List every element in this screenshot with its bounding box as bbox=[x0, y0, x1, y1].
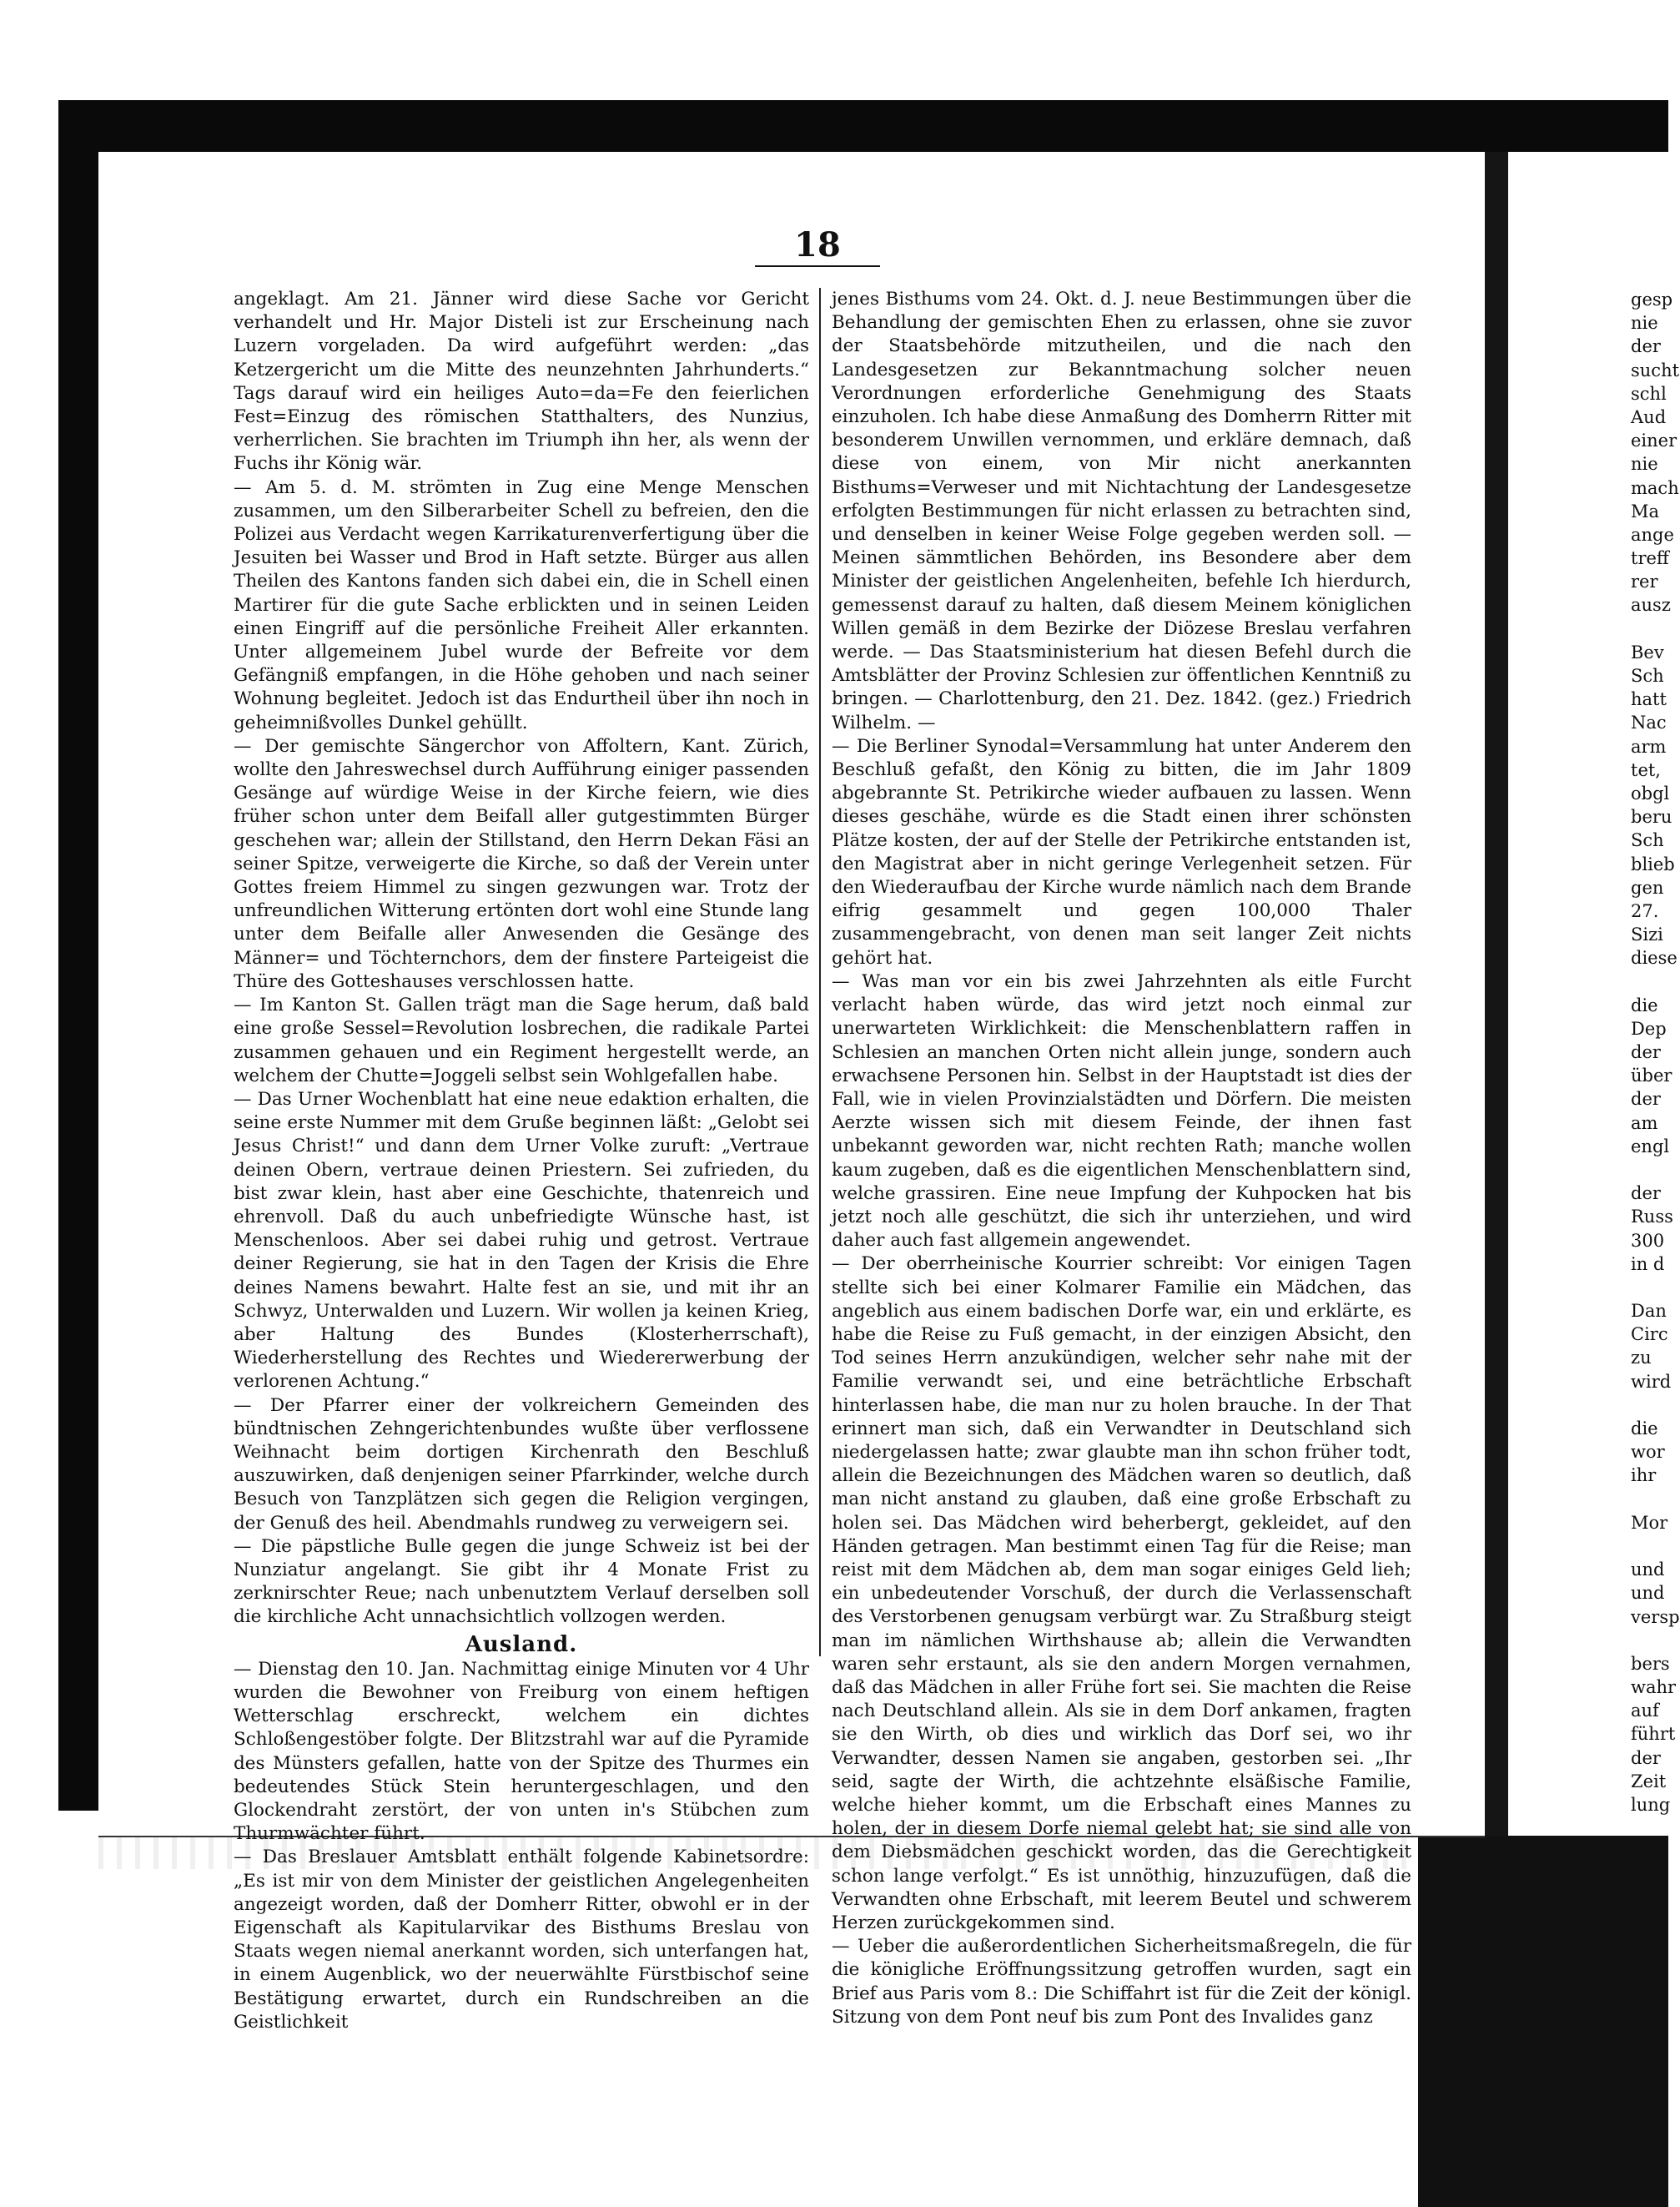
fragment-line: die bbox=[1631, 995, 1658, 1015]
fragment-line: ausz bbox=[1631, 595, 1671, 616]
scan-border-top bbox=[58, 100, 1668, 152]
paragraph: angeklagt. Am 21. Jänner wird diese Sache vor Gericht verhandelt und Hr. Major Disteli ist zur Erscheinung nach Luzern vorgeladen. Da wird aufgeführt werden: „das Ketzergericht um die Mitte des neunzehnten Jahrhunderts.“ Tags darauf wird ein heiliges Auto=da=Fe den feierlichen Fest=Einzug des römischen Statthalters, des Nunzius, verherrlichen. Sie brachten im Triumph ihn her, als wenn der Fuchs ihr König wär. bbox=[234, 289, 809, 475]
fragment-line: hatt bbox=[1631, 689, 1667, 710]
fragment-line: Circ bbox=[1631, 1324, 1668, 1345]
paragraph: — Das Breslauer Amtsblatt enthält folgende Kabinetsordre: „Es ist mir von dem Minister der geistlichen Angelegenheiten angezeigt worden, daß der Domherr Ritter, obwohl er in der Eigenschaft als Kapitularvikar des Bisthums Breslau von Staats wegen niemal anerkannt worden, sich unterfangen hat, in einem Augenblick, wo der neuerwählte Fürstbischof seine Bestätigung erwartet, durch ein Rundschreiben an die Geistlichkeit bbox=[234, 1847, 809, 2033]
fragment-line: nie bbox=[1631, 454, 1658, 475]
paragraph: — Die Berliner Synodal=Versammlung hat unter Anderem den Beschluß gefaßt, den König zu bitten, die im Jahr 1809 abgebrannte St. Petrikirche wieder aufbauen zu lassen. Wenn dieses geschähe, würde es die Stadt einen ihrer schönsten Plätze kosten, der auf der Stelle der Petrikirche entstanden ist, den Magistrat aber in nicht geringe Verlegenheit setzen. Für den Wiederaufbau der Kirche wurde nämlich nach dem Brande eifrig gesammelt und gegen 100,000 Thaler zusammengebracht, von denen man seit langer Zeit nichts gehört hat. bbox=[832, 735, 1411, 969]
paragraph: — Im Kanton St. Gallen trägt man die Sage herum, daß bald eine große Sessel=Revolution losbrechen, die radikale Partei zusammen gehauen und ein Regiment hergestellt werde, an welchem der Chutte=Joggeli selbst sein Wohlgefallen habe. bbox=[234, 995, 809, 1086]
fragment-line: Mor bbox=[1631, 1512, 1668, 1533]
fragment-line: führt bbox=[1631, 1724, 1676, 1745]
fragment-line: der bbox=[1631, 1042, 1661, 1062]
fragment-line: in d bbox=[1631, 1253, 1665, 1274]
fragment-line: und bbox=[1631, 1583, 1665, 1604]
fragment-line: Dep bbox=[1631, 1018, 1667, 1039]
fragment-line: ihr bbox=[1631, 1465, 1657, 1486]
fragment-line: der bbox=[1631, 1089, 1661, 1110]
fragment-line: nie bbox=[1631, 313, 1658, 334]
fragment-line bbox=[1631, 1629, 1668, 1652]
fragment-line: ange bbox=[1631, 524, 1674, 545]
fragment-line: Aud bbox=[1631, 406, 1667, 427]
fragment-line bbox=[1631, 1158, 1668, 1182]
fragment-line: bers bbox=[1631, 1653, 1670, 1674]
fragment-line: Russ bbox=[1631, 1207, 1673, 1227]
fragment-line: Sch bbox=[1631, 666, 1664, 686]
fragment-line: der bbox=[1631, 336, 1661, 357]
fragment-line: Nac bbox=[1631, 713, 1667, 733]
fragment-line: auf bbox=[1631, 1701, 1659, 1721]
fragment-line: gesp bbox=[1631, 290, 1673, 310]
page-number-rule bbox=[755, 265, 880, 267]
fragment-line: die bbox=[1631, 1418, 1658, 1439]
column-divider bbox=[819, 288, 821, 1656]
paragraph: — Ueber die außerordentlichen Sicherheitsmaßregeln, die für die königliche Eröffnungssitzung getroffen wurden, sagt ein Brief aus Paris vom 8.: Die Schiffahrt ist für die Zeit der königl. Sitzung von dem Pont neuf bis zum Pont des Invalides ganz bbox=[832, 1936, 1411, 2028]
fragment-line: einer bbox=[1631, 431, 1677, 451]
fragment-line: gen bbox=[1631, 877, 1664, 898]
fragment-line bbox=[1631, 617, 1668, 641]
fragment-line: lung bbox=[1631, 1795, 1671, 1815]
fragment-line: wor bbox=[1631, 1442, 1665, 1463]
fragment-line: Sizi bbox=[1631, 925, 1663, 945]
fragment-line: mach bbox=[1631, 477, 1679, 498]
fragment-line: beru bbox=[1631, 807, 1672, 828]
fragment-line: engl bbox=[1631, 1136, 1670, 1156]
scan-border-left bbox=[58, 100, 98, 1811]
paragraph: — Am 5. d. M. strömten in Zug eine Menge Menschen zusammen, um den Silberarbeiter Schell zu befreien, den die Polizei aus Verdacht wegen Karrikaturenverfertigung über die Jesuiten bei Wasser und Brod in Haft setzte. Bürger aus allen Theilen des Kantons fanden sich dabei ein, die in Schell einen Martirer für die gute Sache erblickten und in seinen Leiden einen Eingriff auf die persönliche Freiheit Aller erkannten. Unter allgemeinem Jubel wurde der Befreite vor dem Gefängniß empfangen, in die Höhe gehoben und nach seiner Wohnung begleitet. Jedoch ist das Endurtheil über ihn noch in geheimnißvolles Dunkel gehüllt. bbox=[234, 476, 809, 733]
fragment-line: diese bbox=[1631, 948, 1677, 969]
fragment-line: arm bbox=[1631, 736, 1667, 757]
fragment-line: 27. bbox=[1631, 900, 1659, 921]
paragraph: — Dienstag den 10. Jan. Nachmittag einige Minuten vor 4 Uhr wurden die Bewohner von Freiburg von einem heftigen Wetterschlag erschreckt, welchem ein dichtes Schloßengestöber folgte. Der Blitzstrahl war auf die Pyramide des Münsters gefallen, hatte von der Spitze des Thurmes ein bedeutendes Stück Stein heruntergeschlagen, und den Glockendraht zerstört, der von unten in's Stübchen zum Thurmwächter führt. bbox=[234, 1658, 809, 1845]
fragment-line bbox=[1631, 970, 1668, 993]
fragment-line: obgl bbox=[1631, 783, 1670, 804]
page-number: 18 bbox=[794, 225, 841, 265]
fragment-line: am bbox=[1631, 1112, 1658, 1133]
fragment-line: Dan bbox=[1631, 1301, 1667, 1322]
column-left bbox=[234, 288, 809, 2034]
fragment-line: versp bbox=[1631, 1606, 1680, 1627]
fragment-line: und bbox=[1631, 1560, 1665, 1580]
fragment-line: zu bbox=[1631, 1348, 1652, 1368]
column-right bbox=[832, 288, 1411, 2029]
scan-border-bottom-right bbox=[1418, 1836, 1668, 2207]
column-next-page-fragment bbox=[1631, 288, 1680, 1816]
paragraph: — Die päpstliche Bulle gegen die junge Schweiz ist bei der Nunziatur angelangt. Sie gibt ihr 4 Monate Frist zu zerknirschter Reue; nach unbenutztem Verlauf derselben soll die kirchliche Acht unnachsichtlich vollzogen werden. bbox=[234, 1535, 809, 1628]
section-heading: Ausland. bbox=[465, 1631, 578, 1657]
fragment-line: rer bbox=[1631, 572, 1658, 592]
fragment-line: blieb bbox=[1631, 854, 1675, 874]
paragraph: — Der gemischte Sängerchor von Affoltern, Kant. Zürich, wollte den Jahreswechsel durch Aufführung einiger passenden Gesänge auf würdige Weise in der Kirche feiern, wie dies früher schon unter dem Beifall aller gutgestimmten Bürger geschehen war; allein der Stillstand, den Herrn Dekan Fäsi an seiner Spitze, verweigerte die Kirche, so daß der Verein unter Gottes freiem Himmel zu singen gezwungen war. Trotz der unfreundlichen Witterung ertönten dort wohl eine Stunde lang unter dem Beifalle aller Anwesenden die Gesänge des Männer= und Töchternchors, dem der finstere Parteigeist die Thüre des Gotteshauses verschlossen hatte. bbox=[234, 735, 809, 992]
paragraph: jenes Bisthums vom 24. Okt. d. J. neue Bestimmungen über die Behandlung der gemischten Ehen zu erlassen, ohne sie zuvor der Staatsbehörde mitzutheilen, und die nach den Landesgesetzen zur Bekanntmachung solcher neuen Verordnungen erforderliche Genehmigung des Staats einzuholen. Ich habe diese Anmaßung des Domherrn Ritter mit besonderem Unwillen vernommen, und erkläre demnach, daß diese von einem, von Mir nicht anerkannten Bisthums=Verweser und mit Nichtachtung der Landesgesetze erfolgten Bestimmungen für nicht erlassen zu betrachten sind, und denselben in keiner Weise Folge gegeben werden soll. — Meinen sämmtlichen Behörden, ins Besondere aber dem Minister der geistlichen Angelenheiten, befehle Ich hierdurch, gemessenst darauf zu halten, daß diesem Meinem königlichen Willen gemäß in dem Bezirke der Diözese Breslau verfahren werde. — Das Staatsministerium hat diesen Befehl durch die Amtsblätter der Provinz Schlesien zur öffentlichen Kenntniß zu bringen. — Charlottenburg, den 21. Dez. 1842. (gez.) Friedrich Wilhelm. — bbox=[832, 289, 1411, 733]
fragment-line: schl bbox=[1631, 383, 1667, 404]
fragment-line: sucht bbox=[1631, 360, 1680, 380]
fragment-line: treff bbox=[1631, 548, 1669, 569]
fragment-line: der bbox=[1631, 1183, 1661, 1204]
paragraph: — Der oberrheinische Kourrier schreibt: Vor einigen Tagen stellte sich bei einer Kolmarer Familie ein Mädchen, das angeblich aus einem badischen Dorfe war, ein und erklärte, es habe die Reise zu Fuß gemacht, in der einzigen Absicht, den Tod seines Herrn anzukündigen, welcher sehr nahe mit der Familie verwandt sei, und eine beträchtliche Erbschaft hinterlassen habe, die man nur zu holen brauche. In der That erinnert man sich, daß ein Verwandter in Deutschland sich niedergelassen hatte; zwar glaubte man ihn schon früher todt, allein die Bezeichnungen des Mädchen waren so deutlich, daß man nicht anstand zu glauben, daß eine große Erbschaft zu holen sei. Das Mädchen wird beherbergt, gekleidet, auf den Händen getragen. Man bestimmt einen Tag für die Reise; man reist mit dem Mädchen ab, dem man sogar einiges Geld lieh; ein unbedeutender Vorschuß, der durch die Verlassenschaft des Verstorbenen genugsam verbürgt war. Zu Straßburg steigt man im nämlichen Wirthshause ab; allein die Verwandten waren sehr erstaunt, als sie den andern Morgen vernahmen, daß das Mädchen in aller Frühe fort sei. Sie machten die Reise nach Deutschland allein. Als sie in dem Dorf ankamen, fragten sie den Wirth, ob dies und wirklich das Dorf sei, wo ihr Verwandter, dessen Namen sie angaben, gestorben sei. „Ihr seid, sagte der Wirth, die achtzehnte elsäßische Familie, welche hieher kommt, um die Erbschaft eines Mannes zu holen, der in diesem Dorfe niemal gelebt hat; sie sind alle von dem Diebsmädchen geschickt worden, das die Gerechtigkeit schon lange verfolgt.“ Es ist unnöthig, hinzuzufügen, daß die Verwandten ohne Erbschaft, mit leerem Beutel und schwerem Herzen zurückgekommen sind. bbox=[832, 1253, 1411, 1934]
fragment-line: 300 bbox=[1631, 1230, 1665, 1251]
fragment-line bbox=[1631, 1393, 1668, 1417]
fragment-line: Zeit bbox=[1631, 1771, 1667, 1791]
fragment-line: Ma bbox=[1631, 501, 1660, 522]
fragment-line bbox=[1631, 1534, 1668, 1558]
fragment-line bbox=[1631, 1488, 1668, 1511]
scan-gutter-strip bbox=[1485, 152, 1508, 1854]
fragment-line: wird bbox=[1631, 1371, 1672, 1392]
fragment-line bbox=[1631, 1276, 1668, 1299]
fragment-line: der bbox=[1631, 1747, 1661, 1768]
fragment-line: über bbox=[1631, 1066, 1672, 1086]
paragraph: — Der Pfarrer einer der volkreichern Gemeinden des bündtnischen Zehngerichtenbundes wußte über verflossene Weihnacht beim dortigen Kirchenrath den Beschluß auszuwirken, daß denjenigen seiner Pfarrkinder, welche durch Besuch von Tanzplätzen sich gegen die Religion vergingen, der Genuß des heil. Abendmahls rundweg zu verweigern sei. bbox=[234, 1394, 809, 1534]
fragment-line: Bev bbox=[1631, 642, 1664, 663]
fragment-line: tet, bbox=[1631, 759, 1661, 780]
paragraph: — Was man vor ein bis zwei Jahrzehnten als eitle Furcht verlacht haben würde, das wird jetzt noch einmal zur unerwarteten Wirklichkeit: die Menschenblattern raffen in Schlesien an manchen Orten nicht allein junge, sondern auch erwachsene Personen hin. Selbst in der Hauptstadt ist dies der Fall, wie in vielen Provinzialstädten und Dörfern. Die meisten Aerzte wissen sich mit diesem Feinde, der ihnen fast unbekannt geworden war, nicht rechten Rath; manche wollen kaum zugeben, daß es die eigentlichen Menschenblattern sind, welche grassiren. Eine neue Impfung der Kuhpocken hat bis jetzt noch alle geschützt, die sich ihr unterziehen, und wird daher auch fast allgemein angewendet. bbox=[832, 970, 1411, 1252]
paragraph: — Das Urner Wochenblatt hat eine neue edaktion erhalten, die seine erste Nummer mit dem Gruße beginnen läßt: „Gelobt sei Jesus Christ!“ und dann dem Urner Volke zuruft: „Vertraue deinen Obern, vertraue deinen Priestern. Sei zufrieden, du bist zwar klein, hast aber eine Geschichte, thatenreich und ehrenvoll. Daß du auch unbefriedigte Wünsche hast, ist Menschenloos. Aber sei dabei ruhig und getrost. Vertraue deiner Regierung, sie hat in den Tagen der Krisis die Ehre deines Namens bewahrt. Halte fest an sie, und mit ihr an Schwyz, Unterwalden und Luzern. Wir wollen ja keinen Krieg, aber Haltung des Bundes (Klosterherrschaft), Wiederherstellung des Rechtes und Wiedererwerbung der verlorenen Achtung.“ bbox=[234, 1088, 809, 1393]
fragment-line: wahr bbox=[1631, 1677, 1677, 1698]
fragment-line: Sch bbox=[1631, 830, 1664, 851]
